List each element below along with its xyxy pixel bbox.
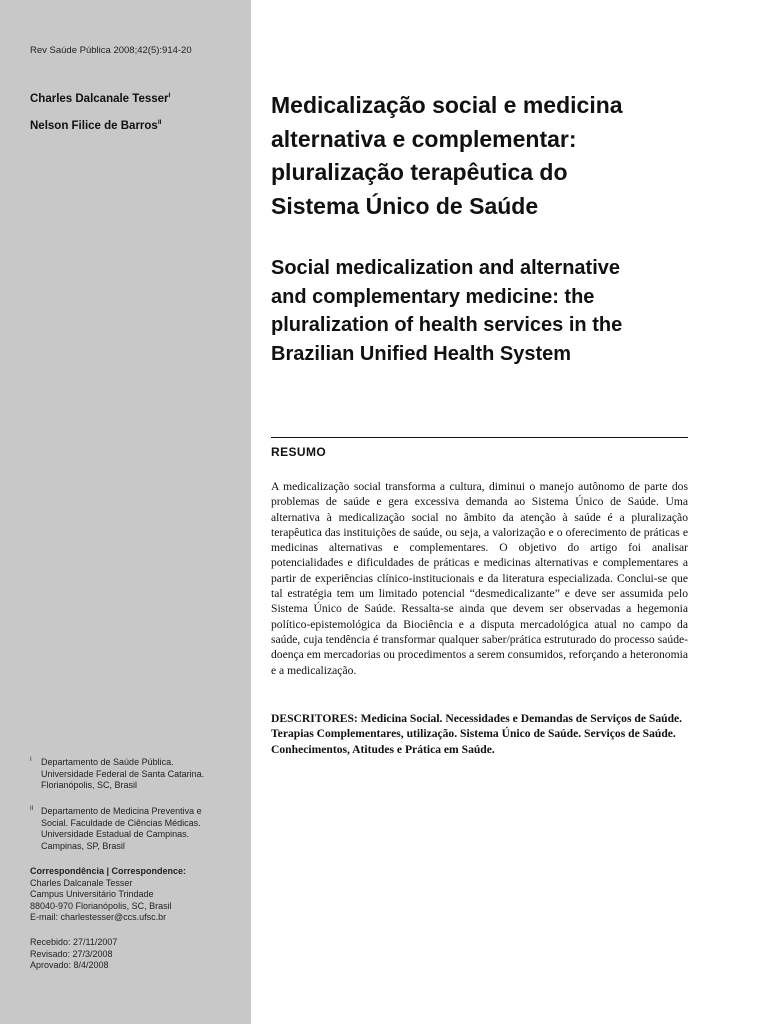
keywords: DESCRITORES: Medicina Social. Necessidades e Demandas de Serviços de Saúde. Terapias Complementares, utilização. Sistema Único de Saúde. Serviços de Saúde. Conhecimentos, Atitudes e Prática em Saúde.: [271, 712, 683, 756]
submission-dates: [30, 937, 117, 972]
affiliation-line: Universidade Federal de Santa Catarina.: [41, 768, 205, 779]
author-affiliation-mark: I: [168, 92, 171, 99]
correspondence-line: Campus Universitário Trindade: [30, 889, 154, 900]
affiliation-1: [30, 757, 240, 792]
journal-reference: Rev Saúde Pública 2008;42(5):914-20: [30, 45, 192, 56]
title-line: Medicalização social e medicina: [271, 92, 623, 118]
correspondence-email[interactable]: E-mail: charlestesser@ccs.ufsc.br: [30, 912, 167, 923]
title-portuguese: [271, 89, 701, 223]
author-name: Charles Dalcanale Tesser: [30, 92, 169, 105]
affiliation-mark: I: [30, 757, 32, 763]
author-affiliation-mark: II: [157, 119, 162, 126]
abstract-text: A medicalização social transforma a cultura, diminui o manejo autônomo de parte dos problemas de saúde e gera excessiva demanda ao Sistema Único de Saúde. Uma alternativa à medicalização social no âmbito da atenção à saúde é a pluralização terapêutica das instituições de saúde, ou seja, a valorização e o oferecimento de práticas e medicinas alternativas e complementares. O objetivo do artigo foi analisar potencialidades e dificuldades de práticas e medicinas alternativas e complementares a partir de experiências clínico-institucionais e da literatura especializada. Conclui-se que tal estratégia tem um limitado potencial “desmedicalizante” e deve ser assumida pelo Sistema Único de Saúde. Ressalta-se ainda que devem ser observadas a hegemonia político-epistemológica da Biociência e a disputa mercadológica atual no campo da saúde, cuja tendência é transformar qualquer saber/prática estruturado do processo saúde-doença em mercadorias ou procedimentos a serem consumidos, reforçando a heteronomia e a medicalização.: [271, 480, 688, 677]
affiliation-line: Social. Faculdade de Ciências Médicas.: [41, 817, 201, 828]
title-line: pluralization of health services in the: [271, 314, 623, 336]
author-2: [30, 119, 161, 132]
section-divider: [271, 437, 688, 438]
title-line: pluralização terapêutica do: [271, 159, 568, 185]
affiliation-2: [30, 806, 240, 852]
date-revised: Revisado: 27/3/2008: [30, 948, 113, 959]
date-approved: Aprovado: 8/4/2008: [30, 960, 109, 971]
affiliation-mark: II: [30, 806, 34, 812]
title-line: Social medicalization and alternative: [271, 257, 621, 279]
abstract-heading: RESUMO: [271, 445, 327, 459]
title-line: and complementary medicine: the: [271, 285, 595, 308]
correspondence-line: 88040-970 Florianópolis, SC, Brasil: [30, 900, 172, 911]
author-1: [30, 92, 170, 105]
affiliation-line: Campinas, SP, Brasil: [41, 840, 125, 851]
affiliation-line: Universidade Estadual de Campinas.: [41, 829, 190, 840]
correspondence: [30, 866, 245, 924]
affiliation-line: Departamento de Medicina Preventiva e: [41, 806, 202, 816]
title-line: Sistema Único de Saúde: [271, 192, 539, 219]
title-line: alternativa e complementar:: [271, 125, 577, 152]
title-english: [271, 254, 701, 368]
correspondence-title: Correspondência | Correspondence:: [30, 866, 187, 876]
date-received: Recebido: 27/11/2007: [30, 937, 118, 947]
author-name: Nelson Filice de Barros: [30, 119, 158, 132]
title-line: Brazilian Unified Health System: [271, 342, 572, 365]
affiliation-line: Florianópolis, SC, Brasil: [41, 780, 138, 791]
affiliation-line: Departamento de Saúde Pública.: [41, 757, 174, 767]
correspondence-line: Charles Dalcanale Tesser: [30, 877, 133, 888]
